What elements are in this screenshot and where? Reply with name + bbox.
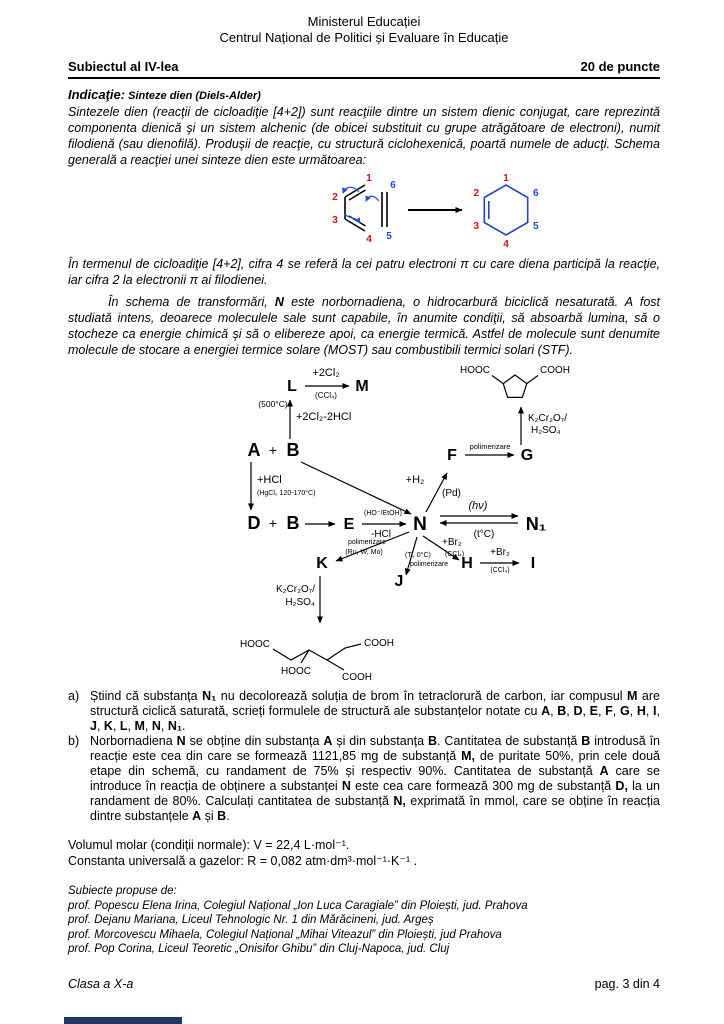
node-E: E bbox=[343, 516, 355, 533]
authors-heading: Subiecte propuse de: bbox=[68, 885, 177, 897]
mechanism-arrow-top bbox=[343, 187, 359, 193]
node-G: G bbox=[520, 447, 534, 464]
label-hooc-chain-lower: HOOC bbox=[281, 666, 311, 677]
catalyst-pd: (Pd) bbox=[442, 488, 461, 499]
diene-number-2: 2 bbox=[332, 192, 338, 203]
diene-number-3: 3 bbox=[332, 215, 338, 226]
tetraacid-chain bbox=[273, 644, 361, 660]
diene-number-1: 1 bbox=[366, 173, 372, 184]
diene-bond-3-4 bbox=[345, 219, 365, 231]
solvent-ccl4-top: (CCl₄) bbox=[315, 391, 337, 400]
product-number-4: 4 bbox=[503, 239, 509, 250]
subject-title: Subiectul al IV-lea bbox=[68, 59, 179, 74]
node-B-second: B bbox=[286, 513, 300, 533]
molar-volume-line: Volumul molar (condiții normale): V = 22,4 L·mol⁻¹. bbox=[68, 838, 350, 852]
indication-label: Indicaţie: bbox=[68, 87, 126, 102]
transformation-scheme bbox=[68, 359, 724, 689]
condition-light: (hν) bbox=[468, 500, 488, 512]
dienophile-number-5: 5 bbox=[386, 231, 392, 242]
center-line: Centrul Național de Politici și Evaluare în Educație bbox=[219, 30, 509, 45]
catalyst-ru-w-mo: (Ru, W, Mo) bbox=[345, 549, 383, 556]
question-b-text: Norbornadiena N se obține din substanța A și din substanța B. Cantitatea de substanță B introdusă în reacție este cea din care se formează 1121,85 mg de substanță M, de puritate 50%, prin cele două etape din schemă, cu randament de 75% și respectiv 90%. Cantitatea de substanță A care se introduce în reacția de obținere a substanței N este cea care formează 300 mg de substanță D, la un randament de 80%. Calculați cantitatea de substanță N, exprimată în mmol, care se obține în reacția dintre substanțele A și B. bbox=[90, 734, 661, 823]
bond-to-hooc-top bbox=[492, 376, 503, 384]
solvent-ccl4-first: (CCl₄) bbox=[445, 551, 465, 558]
product-ring bbox=[484, 185, 527, 235]
dienophile-number-6: 6 bbox=[390, 180, 396, 191]
label-polymerization-fg: polimerizare bbox=[469, 442, 511, 451]
reagent-br2-first: +Br₂ bbox=[442, 537, 462, 548]
page-footer bbox=[68, 977, 660, 991]
question-a-marker: a) bbox=[68, 689, 80, 703]
label-cooh-chain-lower: COOH bbox=[342, 672, 372, 683]
label-hooc-top: HOOC bbox=[460, 365, 490, 376]
node-B-first: B bbox=[286, 440, 300, 460]
bond-to-cooh-top bbox=[527, 376, 538, 384]
author-line-2: prof. Dejanu Mariana, Liceul Tehnologic Nr. 1 din Mărăcineni, jud. Argeș bbox=[68, 914, 434, 926]
reagent-br2-second: +Br₂ bbox=[490, 547, 510, 558]
constants-block bbox=[68, 838, 660, 869]
condition-500c: (500°C) bbox=[258, 399, 288, 409]
cyclopentane-diacid-structure bbox=[492, 375, 538, 397]
condition-heat: (t°C) bbox=[473, 529, 495, 540]
mechanism-arrow-dienophile bbox=[366, 196, 379, 201]
plus-sign-ab: + bbox=[268, 442, 278, 458]
node-N: N bbox=[413, 514, 427, 535]
product-number-2: 2 bbox=[473, 188, 479, 199]
label-hooc-chain-left: HOOC bbox=[240, 639, 270, 650]
catalyst-ti: (Ti, 0°C) bbox=[405, 552, 431, 559]
bottom-bar-artifact bbox=[64, 1017, 182, 1024]
reagent-cl2-minus-hcl: +2Cl₂-2HCl bbox=[296, 411, 352, 423]
bond-to-cooh-lower bbox=[327, 660, 344, 670]
node-D: D bbox=[247, 513, 261, 533]
node-I: I bbox=[530, 555, 536, 572]
diene-bond-1-2 bbox=[345, 185, 365, 197]
reagent-h2so4-left: H₂SO₄ bbox=[285, 597, 315, 608]
reagent-ho-etoh: (HO⁻/EtOH) bbox=[364, 510, 402, 517]
dienophile-structure bbox=[382, 192, 387, 227]
cycloaddition-paragraph: În termenul de cicloadiţie [4+2], cifra 4 se referă la cei patru electroni π cu care diena participă la reacţie, iar cifra 2 la electronii π ai filodienei. bbox=[68, 257, 660, 287]
product-number-5: 5 bbox=[533, 221, 539, 232]
condition-hgcl2: (HgCl₂ 120-170°C) bbox=[257, 490, 316, 497]
reagent-dichromate-top: K₂Cr₂O₇/ bbox=[528, 413, 567, 424]
indication-line bbox=[68, 87, 660, 102]
product-number-3: 3 bbox=[473, 221, 479, 232]
author-line-4: prof. Pop Corina, Liceul Teoretic „Onisifor Ghibu” din Cluj-Napoca, jud. Cluj bbox=[68, 943, 450, 955]
question-a bbox=[68, 689, 660, 734]
question-b-marker: b) bbox=[68, 734, 80, 748]
intro-paragraph: Sintezele dien (reacţii de cicloadiţie [4+2]) sunt reacţiile dintre un sistem dienic conjugat, care reprezintă componenta dienică şi un sistem alchenic (de obicei substituit cu grupe atrăgătoare de electroni), numit filodienă (sau dienofilă). Produşii de reacţie, cu structură ciclohexenică, poartă numele de aducţi. Schema generală a reacţiei unei sinteze dien este următoarea: bbox=[68, 105, 660, 167]
question-b bbox=[68, 734, 660, 824]
subject-bar bbox=[68, 59, 660, 79]
node-F: F bbox=[447, 447, 457, 464]
label-polymerization-nj: polimerizare bbox=[410, 561, 449, 568]
diene-structure bbox=[345, 185, 366, 231]
ministry-line: Ministerul Educației bbox=[307, 14, 421, 29]
footer-page-number: pag. 3 din 4 bbox=[594, 977, 660, 991]
reagent-h2: +H₂ bbox=[405, 474, 425, 486]
reagent-h2so4-top: H₂SO₄ bbox=[531, 425, 561, 436]
author-line-3: prof. Morcovescu Mihaela, Colegiul Național „Mihai Viteazul” din Ploiești, jud Prahova bbox=[68, 928, 502, 941]
label-polymerization-nk: polimerizare bbox=[347, 539, 387, 546]
footer-class: Clasa a X-a bbox=[68, 977, 134, 991]
label-cooh-chain-right: COOH bbox=[364, 638, 394, 649]
reagent-chlorine-top: +2Cl₂ bbox=[312, 367, 340, 379]
solvent-ccl4-second: (CCl₄) bbox=[490, 567, 510, 574]
document-header bbox=[68, 14, 660, 46]
gas-constant-line: Constanta universală a gazelor: R = 0,082 atm·dm³·mol⁻¹·K⁻¹ . bbox=[68, 853, 418, 868]
diene-number-4: 4 bbox=[366, 234, 372, 245]
authors-block bbox=[68, 884, 660, 957]
general-scheme bbox=[68, 170, 724, 252]
reagent-minus-hcl: -HCl bbox=[371, 529, 391, 540]
node-K: K bbox=[316, 555, 328, 572]
diene-bond-1-2-inner bbox=[349, 190, 366, 200]
indication-topic: Sinteze dien (Diels-Alder) bbox=[125, 90, 261, 102]
subject-points: 20 de puncte bbox=[580, 59, 660, 74]
cyclopentane-ring bbox=[503, 375, 527, 397]
node-N1: N₁ bbox=[525, 514, 547, 534]
reagent-dichromate-left: K₂Cr₂O₇/ bbox=[276, 584, 315, 595]
node-M: M bbox=[355, 378, 369, 395]
product-number-6: 6 bbox=[533, 188, 539, 199]
node-J: J bbox=[394, 573, 404, 590]
product-number-1: 1 bbox=[503, 173, 509, 184]
label-cooh-top: COOH bbox=[540, 365, 570, 376]
arrow-b-to-n bbox=[301, 462, 411, 514]
node-A: A bbox=[247, 440, 261, 460]
norbornadiene-paragraph: În schema de transformări, N este norbornadiena, o hidrocarbură biciclică nesaturată. A fost studiată intens, deoarece moleculele sale sunt capabile, în anumite condiţii, să absoarbă lumina, să o stocheze ca energie chimică şi să o elibereze apoi, ca energie termică. Astfel de molecule sunt denumite molecule de stocare a energiei termice solare (MOST) sau combustibili termici solari (STF). bbox=[68, 295, 660, 357]
author-line-1: prof. Popescu Elena Irina, Colegiul Național „Ion Luca Caragiale” din Ploiești, jud. Prahova bbox=[68, 899, 528, 912]
node-L: L bbox=[287, 378, 297, 395]
reagent-hcl: +HCl bbox=[257, 474, 282, 486]
plus-sign-db: + bbox=[268, 515, 278, 531]
question-a-text: Știind că substanța N₁ nu decolorează soluția de brom în tetraclorură de carbon, iar compusul M are structură ciclică saturată, scrieți formulele de structură ale substanțelor notate cu A, B, D, E, F, G, H, I, J, K, L, M, N, N₁. bbox=[90, 689, 660, 733]
node-H: H bbox=[461, 555, 473, 572]
